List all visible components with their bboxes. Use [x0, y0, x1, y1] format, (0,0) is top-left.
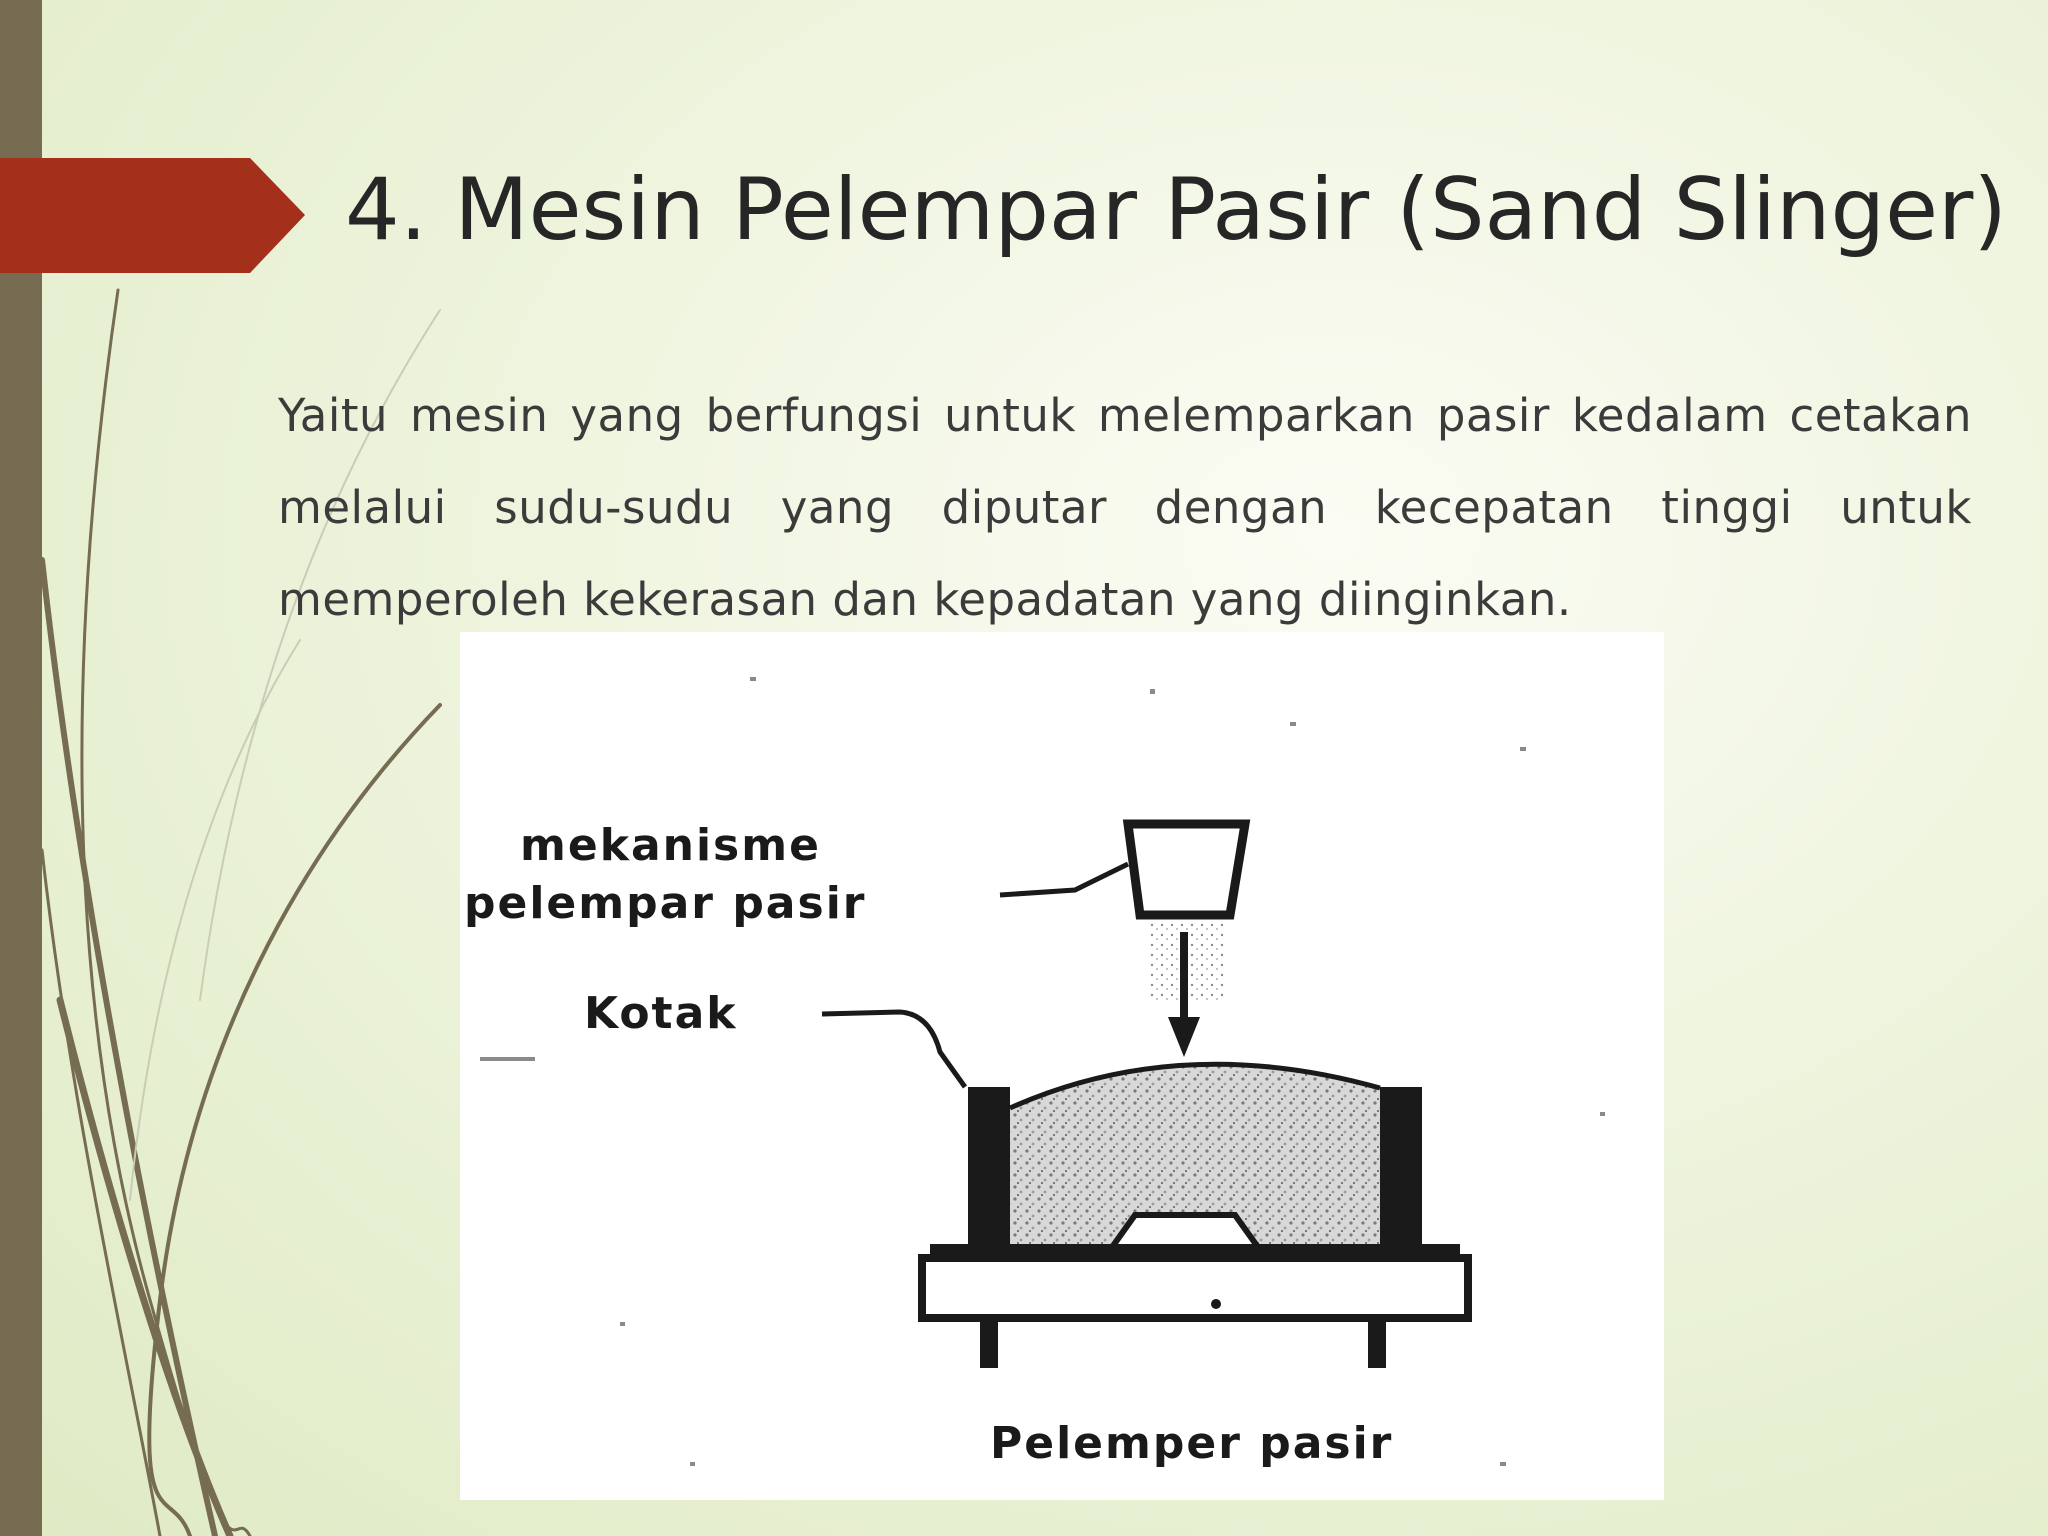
leader-line-box	[822, 1012, 965, 1087]
label-mechanism-line2: pelempar pasir	[464, 878, 867, 929]
sand-slinger-diagram	[460, 632, 1664, 1500]
leader-line-mechanism	[1000, 864, 1128, 895]
label-box: Kotak	[584, 988, 738, 1039]
title-arrow-accent	[0, 158, 305, 273]
slide-title: 4. Mesin Pelempar Pasir (Sand Slinger)	[345, 160, 2007, 260]
base-table	[922, 1258, 1468, 1368]
label-mechanism-line1: mekanisme	[520, 820, 821, 871]
flask-box	[930, 1064, 1460, 1258]
diagram-drawing	[460, 632, 1664, 1500]
diagram-caption: Pelemper pasir	[990, 1418, 1394, 1469]
slide-body-text: Yaitu mesin yang berfungsi untuk melemparkan pasir kedalam cetakan melalui sudu-sudu yang diputar dengan kecepatan tinggi untuk memperoleh kekerasan dan kepadatan yang diinginkan.	[278, 389, 1972, 626]
scan-noise	[480, 677, 1605, 1466]
